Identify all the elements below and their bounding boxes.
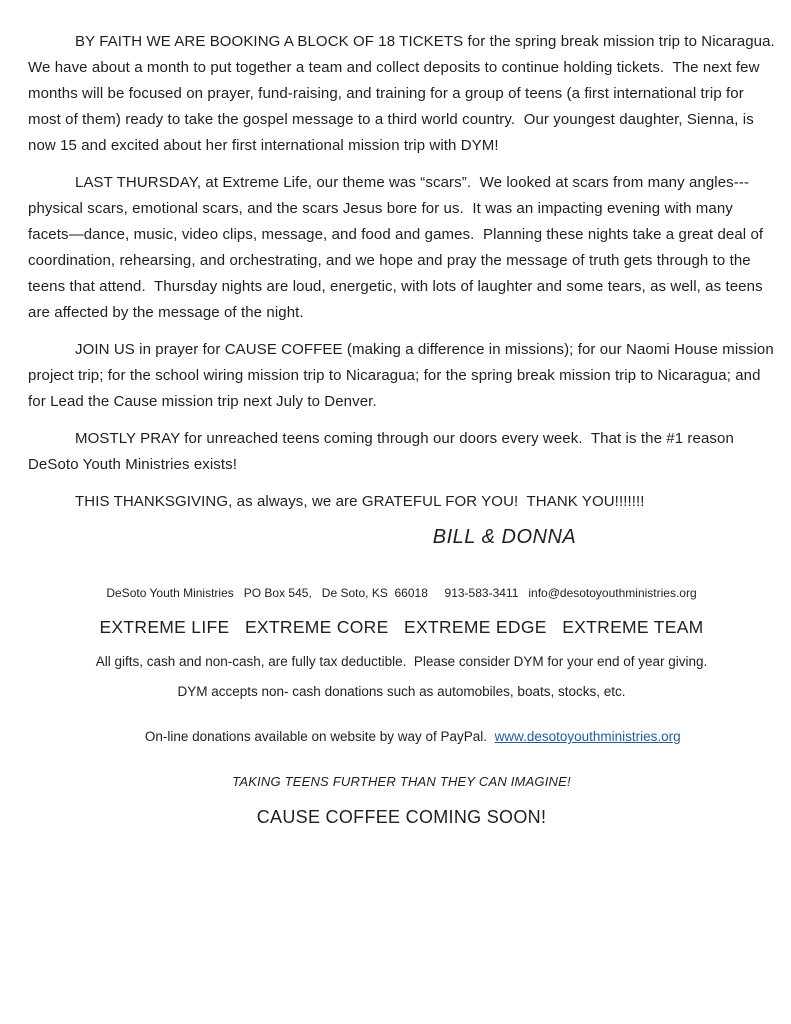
signature-bill-donna: BILL & DONNA [432,526,577,548]
programs-line: EXTREME LIFE EXTREME CORE EXTREME EDGE EXTREME TEAM [99,617,704,637]
letter-body [28,29,784,515]
cause-coffee-line: CAUSE COFFEE COMING SOON! [256,807,547,827]
website-link[interactable]: www.desotoyouthministries.org [494,729,681,744]
contact-info-line: DeSoto Youth Ministries PO Box 545, De Soto, KS 66018 913-583-3411 info@desotoyouthministries.org [106,586,697,600]
paypal-text: On-line donations available on website by way of PayPal. [144,729,495,744]
paragraph-mostly-pray: MOSTLY PRAY for unreached teens coming through our doors every week. That is the #1 reason DeSoto Youth Ministries exists! [28,430,739,473]
tagline-line: TAKING TEENS FURTHER THAN THEY CAN IMAGINE! [232,774,571,789]
paragraph-join-us: JOIN US in prayer for CAUSE COFFEE (making a difference in missions); for our Naomi House mission project trip; for the school wiring mission trip to Nicaragua; for the spring break mission trip to Nicaragua; and for Lead the Cause mission trip next July to Denver. [28,341,779,410]
online-donations-line [28,714,775,759]
paragraph-thanksgiving: THIS THANKSGIVING, as always, we are GRATEFUL FOR YOU! THANK YOU!!!!!!! [75,493,645,510]
tax-deductible-line: All gifts, cash and non-cash, are fully tax deductible. Please consider DYM for your end of year giving. [95,654,708,669]
paragraph-last-thursday: LAST THURSDAY, at Extreme Life, our theme was “scars”. We looked at scars from many angles---physical scars, emotional scars, and the scars Jesus bore for us. It was an impacting evening with many facets—dance, music, video clips, message, and food and games. Planning these nights take a great deal of coordination, rehearsing, and orchestrating, and we hope and pray the message of truth gets through to the teens that attend. Thursday nights are loud, energetic, with lots of laughter and some tears, as well, as teens are affected by the message of the night. [28,174,768,321]
donations-line: DYM accepts non- cash donations such as automobiles, boats, stocks, etc. [177,684,626,699]
footer-block [28,586,775,828]
paragraph-by-faith: BY FAITH WE ARE BOOKING A BLOCK OF 18 TICKETS for the spring break mission trip to Nicaragua. We have about a month to put together a team and collect deposits to continue holding tickets. The next few months will be focused on prayer, fund-raising, and training for a group of teens (a first international trip for most of them) ready to take the gospel message to a third world country. Our youngest daughter, Sienna, is now 15 and excited about her first international mission trip with DYM! [28,33,784,154]
